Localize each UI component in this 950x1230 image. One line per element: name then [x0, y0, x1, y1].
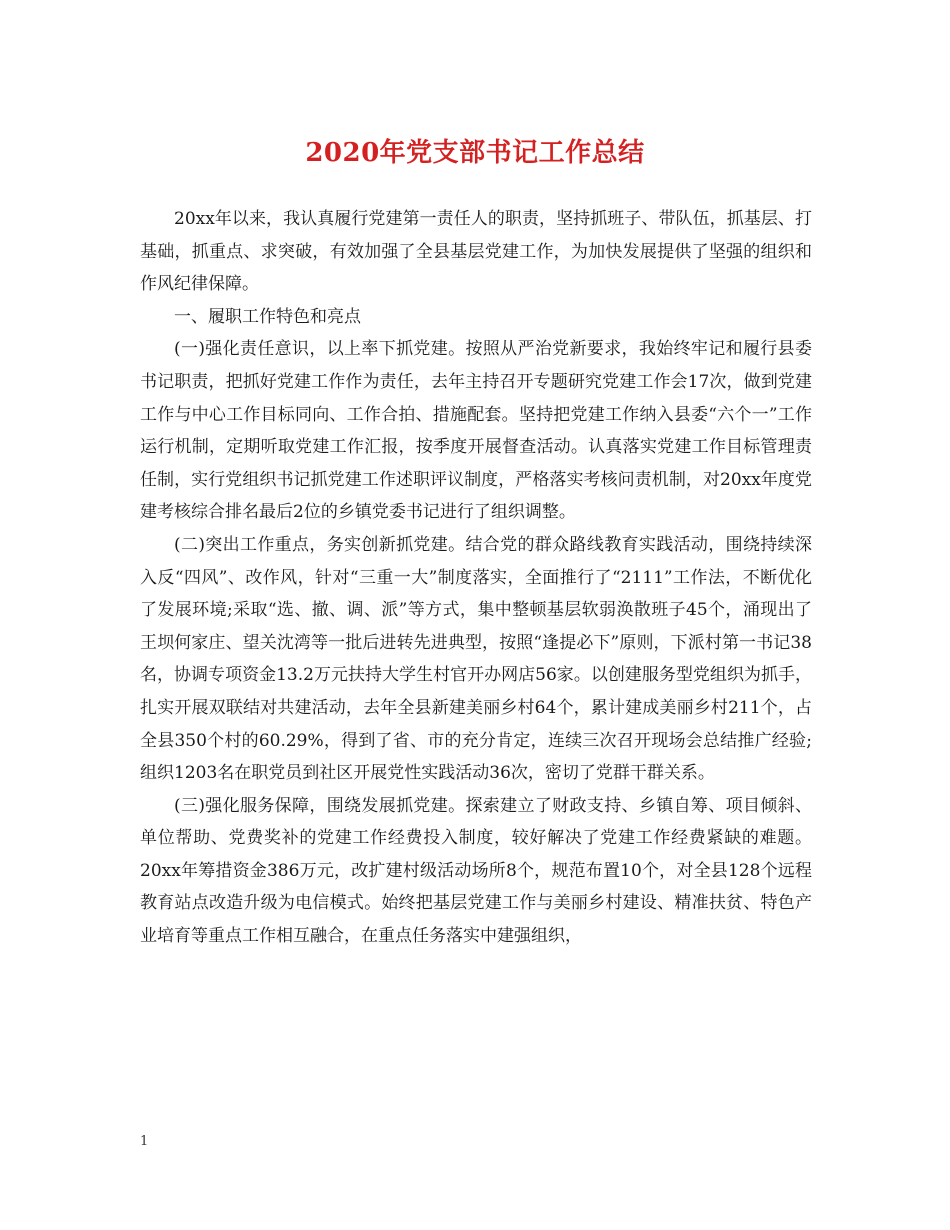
paragraph-service: (三)强化服务保障，围绕发展抓党建。探索建立了财政支持、乡镇自筹、项目倾斜、单位帮助、党费奖补的党建工作经费投入制度，较好解决了党建工作经费紧缺的难题。20xx年筹措资金386万元，改扩建村级活动场所8个，规范布置10个，对全县128个远程教育站点改造升级为电信模式。始终把基层党建工作与美丽乡村建设、精准扶贫、特色产业培育等重点工作相互融合，在重点任务落实中建强组织，: [140, 795, 812, 947]
paragraph-key-work: (二)突出工作重点，务实创新抓党建。结合党的群众路线教育实践活动，围绕持续深入反“四风”、改作风，针对“三重一大”制度落实，全面推行了“2111”工作法，不断优化了发展环境;采取“选、撤、调、派”等方式，集中整顿基层软弱涣散班子45个，涌现出了王坝何家庄、望关沈湾等一批后进转先进典型，按照“逢提必下”原则，下派村第一书记38名，协调专项资金13.2万元扶持大学生村官开办网店56家。以创建服务型党组织为抓手，扎实开展双联结对共建活动，去年全县新建美丽乡村64个，累计建成美丽乡村211个，占全县350个村的60.29%，得到了省、市的充分肯定，连续三次召开现场会总结推广经验;组织1203名在职党员到社区开展党性实践活动36次，密切了党群干群关系。: [140, 534, 812, 784]
document-title: 2020年党支部书记工作总结: [305, 138, 645, 168]
page-number: 1: [140, 1134, 149, 1149]
paragraph-responsibility: (一)强化责任意识，以上率下抓党建。按照从严治党新要求，我始终牢记和履行县委书记职责，把抓好党建工作作为责任，去年主持召开专题研究党建工作会17次，做到党建工作与中心工作目标同向、工作合拍、措施配套。坚持把党建工作纳入县委“六个一”工作运行机制，定期听取党建工作汇报，按季度开展督查活动。认真落实党建工作目标管理责任制，实行党组织书记抓党建工作述职评议制度，严格落实考核问责机制，对20xx年度党建考核综合排名最后2位的乡镇党委书记进行了组织调整。: [140, 339, 812, 523]
document-body: [140, 203, 812, 953]
section-heading: 一、履职工作特色和亮点: [174, 306, 361, 327]
paragraph-intro: 20xx年以来，我认真履行党建第一责任人的职责，坚持抓班子、带队伍，抓基层、打基础，抓重点、求突破，有效加强了全县基层党建工作，为加快发展提供了坚强的组织和作风纪律保障。: [140, 209, 812, 295]
